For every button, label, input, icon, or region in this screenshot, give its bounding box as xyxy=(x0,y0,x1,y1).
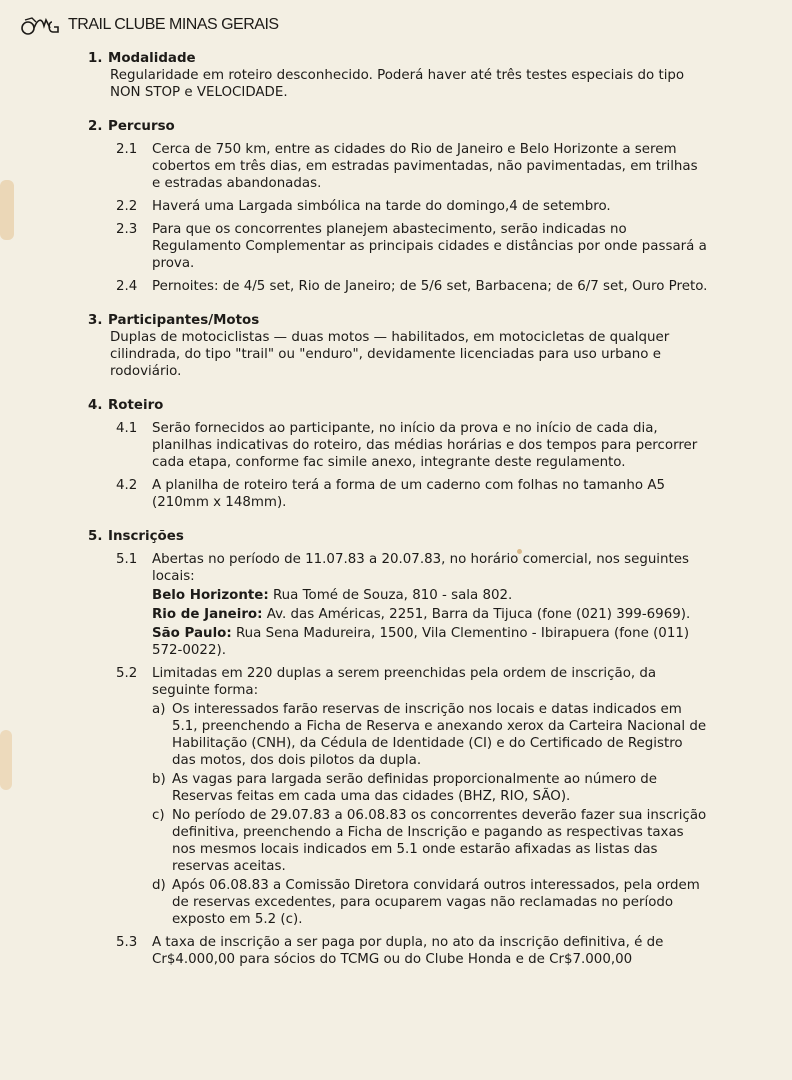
regulation-content xyxy=(88,50,708,985)
item-text: A taxa de inscrição a ser paga por dupla, no ato da inscrição definitiva, é de Cr$4.000,00 para sócios do TCMG ou do Clube Honda e de Cr$7.000,00 xyxy=(152,935,664,967)
item-text: Cerca de 750 km, entre as cidades do Rio de Janeiro e Belo Horizonte a serem cobertos em três dias, em estradas pavimentadas, não pavimentadas, em trilhas e estradas abandonadas. xyxy=(152,142,698,191)
section-title: Roteiro xyxy=(108,398,164,413)
sub-item xyxy=(152,807,708,875)
location-entry xyxy=(152,587,708,604)
sub-letter: d) xyxy=(152,878,166,893)
sub-item xyxy=(152,877,708,928)
item-text: Limitadas em 220 duplas a serem preenchidas pela ordem de inscrição, da seguinte forma: xyxy=(152,666,657,698)
item-text: Haverá uma Largada simbólica na tarde do domingo,4 de setembro. xyxy=(152,199,611,214)
section-number: 3. xyxy=(88,313,103,328)
sub-letter: b) xyxy=(152,772,166,787)
item-text: Abertas no período de 11.07.83 a 20.07.83, no horário comercial, nos seguintes locais: xyxy=(152,552,689,584)
section-body: Regularidade em roteiro desconhecido. Poderá haver até três testes especiais do tipo NON STOP e VELOCIDADE. xyxy=(110,68,685,100)
item-number: 2.4 xyxy=(116,279,138,294)
list-item xyxy=(88,477,708,511)
item-text: Para que os concorrentes planejem abastecimento, serão indicadas no Regulamento Complementar as principais cidades e distâncias por onde passará a prova. xyxy=(152,222,707,271)
section-number: 4. xyxy=(88,398,103,413)
location-entry xyxy=(152,625,708,659)
list-item xyxy=(88,420,708,471)
list-item xyxy=(88,551,708,659)
list-item xyxy=(88,141,708,192)
item-number: 2.1 xyxy=(116,142,138,157)
sub-text: Os interessados farão reservas de inscrição nos locais e datas indicados em 5.1, preenchendo a Ficha de Reserva e anexando xerox da Carteira Nacional de Habilitação (CNH), da Cédula de Identidade (CI) e do Certificado de Registro das motos, dos dois pilotos da dupla. xyxy=(172,702,707,768)
item-number: 5.2 xyxy=(116,666,138,681)
motorcycle-logo-icon xyxy=(20,14,62,36)
paper-stain xyxy=(0,730,12,790)
item-number: 2.2 xyxy=(116,199,138,214)
location-name: São Paulo: xyxy=(152,626,232,641)
section-title: Modalidade xyxy=(108,51,196,66)
section-title: Participantes/Motos xyxy=(108,313,260,328)
location-address: Rua Tomé de Souza, 810 - sala 802. xyxy=(272,588,513,603)
section-inscricoes xyxy=(88,528,708,968)
sub-item xyxy=(152,771,708,805)
sub-letter: a) xyxy=(152,702,166,717)
item-text: Pernoites: de 4/5 set, Rio de Janeiro; de 5/6 set, Barbacena; de 6/7 set, Ouro Preto. xyxy=(152,279,708,294)
club-name: TRAIL CLUBE MINAS GERAIS xyxy=(68,16,279,33)
section-participantes xyxy=(88,312,708,380)
sub-text: As vagas para largada serão definidas proporcionalmente ao número de Reservas feitas em cada uma das cidades (BHZ, RIO, SÃO). xyxy=(172,772,658,804)
location-address: Rua Sena Madureira, 1500, Vila Clementino - Ibirapuera (fone (011) 572-0022). xyxy=(152,626,690,658)
section-percurso xyxy=(88,118,708,295)
item-number: 5.1 xyxy=(116,552,138,567)
sub-text: Após 06.08.83 a Comissão Diretora convidará outros interessados, pela ordem de reservas excedentes, para ocuparem vagas não reclamadas no período exposto em 5.2 (c). xyxy=(172,878,700,927)
location-address: Av. das Américas, 2251, Barra da Tijuca (fone (021) 399-6969). xyxy=(266,607,691,622)
paper-stain xyxy=(0,180,14,240)
list-item xyxy=(88,934,708,968)
list-item xyxy=(88,198,708,215)
section-number: 2. xyxy=(88,119,103,134)
section-body: Duplas de motociclistas — duas motos — habilitados, em motocicletas de qualquer cilindrada, do tipo "trail" ou "enduro", devidamente licenciadas para uso urbano e rodoviário. xyxy=(110,330,670,379)
sub-text: No período de 29.07.83 a 06.08.83 os concorrentes deverão fazer sua inscrição definitiva, preenchendo a Ficha de Inscrição e pagando as respectivas taxas nos mesmos locais indicados em 5.1 onde estarão afixadas as listas das reservas aceitas. xyxy=(172,808,707,874)
section-number: 5. xyxy=(88,529,103,544)
item-number: 4.2 xyxy=(116,478,138,493)
club-logo xyxy=(20,14,279,36)
location-name: Belo Horizonte: xyxy=(152,588,269,603)
location-entry xyxy=(152,606,708,623)
item-number: 4.1 xyxy=(116,421,138,436)
item-text: Serão fornecidos ao participante, no início da prova e no início de cada dia, planilhas indicativas do roteiro, das médias horárias e dos tempos para percorrer cada etapa, conforme fac simile anexo, integrante deste regulamento. xyxy=(152,421,698,470)
item-text: A planilha de roteiro terá a forma de um caderno com folhas no tamanho A5 (210mm x 148mm). xyxy=(152,478,666,510)
sub-item xyxy=(152,701,708,769)
section-title: Inscrições xyxy=(108,529,184,544)
list-item xyxy=(88,278,708,295)
item-number: 2.3 xyxy=(116,222,138,237)
sub-letter: c) xyxy=(152,808,165,823)
list-item xyxy=(88,665,708,928)
location-name: Rio de Janeiro: xyxy=(152,607,263,622)
header xyxy=(20,14,279,36)
section-roteiro xyxy=(88,397,708,511)
item-number: 5.3 xyxy=(116,935,138,950)
list-item xyxy=(88,221,708,272)
section-number: 1. xyxy=(88,51,103,66)
section-title: Percurso xyxy=(108,119,175,134)
section-modalidade xyxy=(88,50,708,101)
